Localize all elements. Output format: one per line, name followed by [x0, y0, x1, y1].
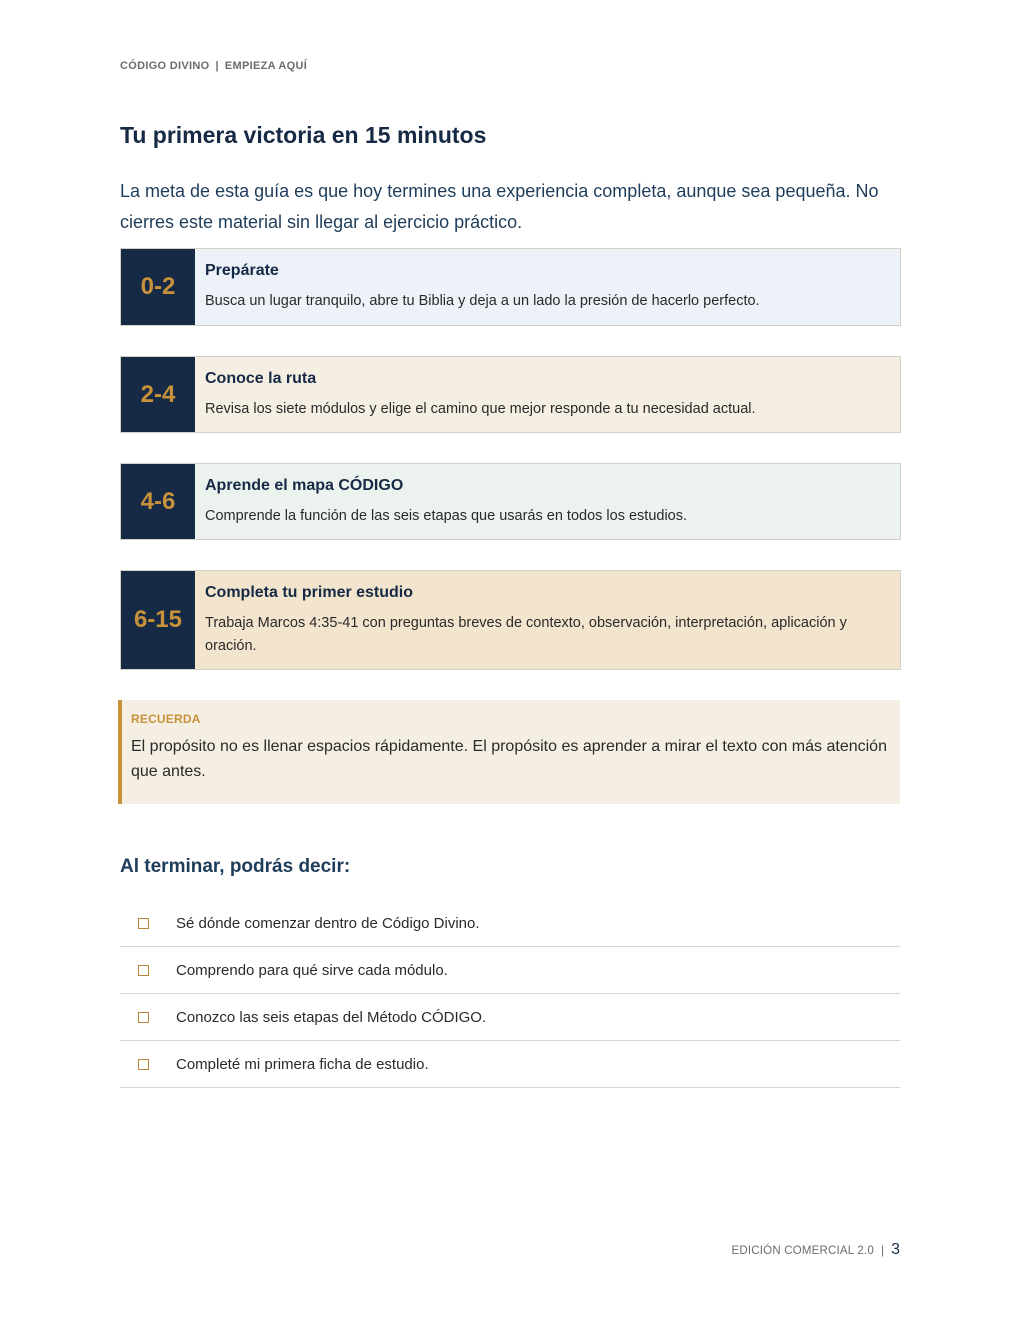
- checkbox-icon[interactable]: [138, 965, 149, 976]
- checkbox-icon[interactable]: [138, 1012, 149, 1023]
- step-description: Busca un lugar tranquilo, abre tu Biblia y deja a un lado la presión de hacerlo perfecto.: [205, 293, 760, 309]
- header-section: EMPIEZA AQUÍ: [224, 60, 308, 72]
- header-separator: |: [215, 60, 219, 72]
- step-card-2: [120, 463, 901, 540]
- page-title: Tu primera victoria en 15 minutos: [120, 122, 487, 148]
- callout-text: El propósito no es llenar espacios rápidamente. El propósito es aprender a mirar el texto con más atención que antes.: [131, 738, 887, 780]
- checklist-item-text: Conozco las seis etapas del Método CÓDIGO.: [176, 1008, 487, 1026]
- step-description: Comprende la función de las seis etapas que usarás en todos los estudios.: [205, 508, 688, 524]
- checklist: [120, 900, 900, 1088]
- step-time-badge: 4-6: [121, 464, 195, 539]
- step-title: Prepárate: [205, 262, 279, 279]
- checklist-item-text: Completé mi primera ficha de estudio.: [176, 1055, 429, 1073]
- checkbox-icon[interactable]: [138, 1059, 149, 1070]
- checklist-item-text: Sé dónde comenzar dentro de Código Divino.: [176, 914, 480, 932]
- step-description: Trabaja Marcos 4:35-41 con preguntas breves de contexto, observación, interpretación, aplicación y oración.: [205, 615, 847, 654]
- checklist-item[interactable]: [120, 900, 900, 947]
- step-description: Revisa los siete módulos y elige el camino que mejor responde a tu necesidad actual.: [205, 401, 756, 417]
- checklist-item[interactable]: [120, 994, 900, 1041]
- reminder-callout: [118, 700, 900, 804]
- step-time-badge: 2-4: [121, 357, 195, 432]
- checklist-item[interactable]: [120, 947, 900, 994]
- step-content: [195, 571, 900, 669]
- edition-label: EDICIÓN COMERCIAL 2.0: [731, 1245, 874, 1257]
- step-title: Completa tu primer estudio: [205, 584, 414, 601]
- checkbox-icon[interactable]: [138, 918, 149, 929]
- callout-label: RECUERDA: [131, 712, 201, 726]
- intro-paragraph: La meta de esta guía es que hoy termines una experiencia completa, aunque sea pequeña. No cierres este material sin llegar al ejercicio práctico.: [120, 181, 879, 232]
- step-card-0: [120, 248, 901, 326]
- page-footer: [732, 1241, 900, 1259]
- page-number: 3: [891, 1241, 900, 1258]
- step-time-badge: 0-2: [121, 249, 195, 325]
- step-content: [195, 249, 900, 325]
- step-title: Conoce la ruta: [205, 370, 317, 387]
- step-content: [195, 357, 900, 432]
- checklist-item-text: Comprendo para qué sirve cada módulo.: [176, 961, 448, 979]
- running-header: [120, 60, 307, 72]
- checklist-heading: Al terminar, podrás decir:: [120, 856, 351, 877]
- step-card-1: [120, 356, 901, 433]
- step-content: [195, 464, 900, 539]
- step-title: Aprende el mapa CÓDIGO: [205, 477, 404, 494]
- checklist-item[interactable]: [120, 1041, 900, 1088]
- step-card-3: [120, 570, 901, 670]
- step-time-badge: 6-15: [121, 571, 195, 669]
- header-book-title: CÓDIGO DIVINO: [120, 60, 210, 72]
- footer-separator: |: [880, 1243, 885, 1257]
